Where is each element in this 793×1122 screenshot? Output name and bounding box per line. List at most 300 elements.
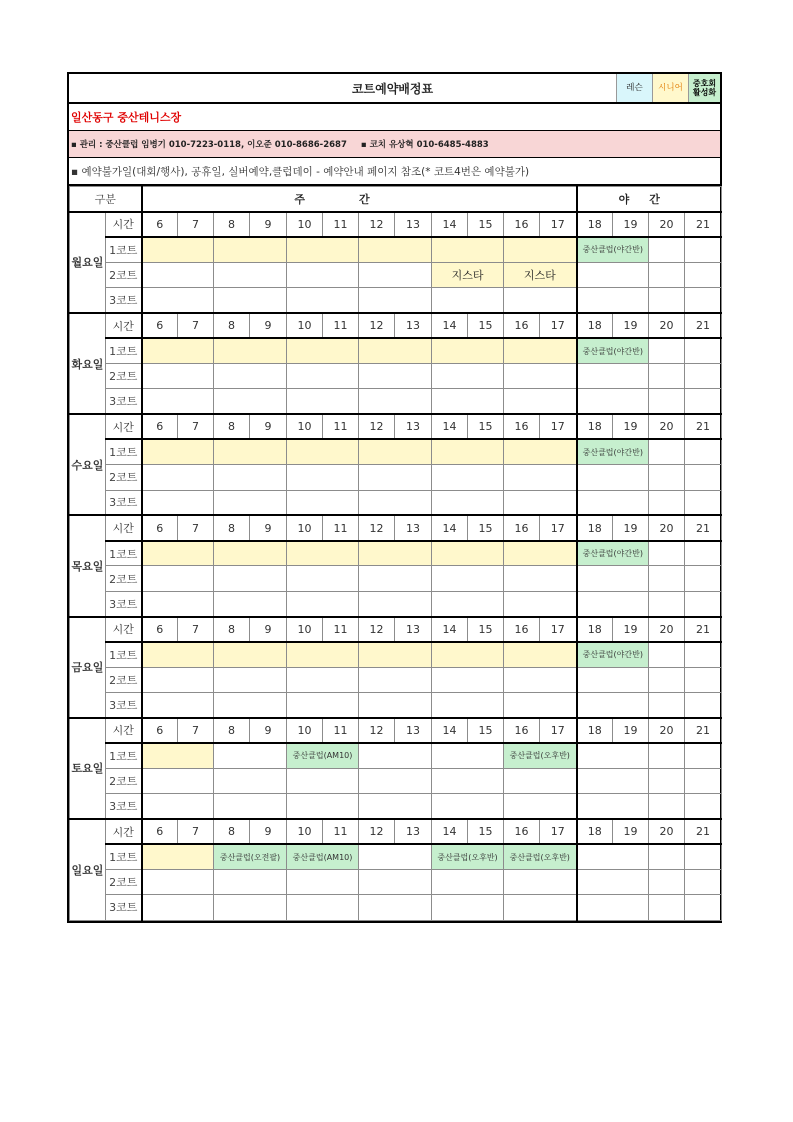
slot-cell[interactable]: [432, 439, 504, 464]
hour-cell: 15: [468, 617, 504, 642]
court-row: [70, 338, 722, 363]
slot-cell[interactable]: [649, 465, 685, 490]
hour-cell: 8: [214, 515, 250, 540]
time-label: 시간: [106, 414, 142, 439]
hour-cell: 19: [613, 718, 649, 743]
hour-cell: 11: [323, 819, 359, 844]
slot-cell[interactable]: [577, 364, 649, 389]
reservation-block[interactable]: 지스타: [432, 262, 504, 287]
slot-cell[interactable]: [649, 262, 685, 287]
header-night-time: 야간: [577, 187, 722, 212]
slot-cell[interactable]: [685, 364, 722, 389]
slot-cell[interactable]: [142, 237, 214, 262]
court-label: 3코트: [106, 490, 142, 515]
court-row: [70, 566, 722, 591]
hour-cell: 14: [432, 212, 468, 237]
slot-cell[interactable]: [142, 541, 214, 566]
slot-cell[interactable]: [287, 237, 359, 262]
slot-cell[interactable]: [214, 439, 287, 464]
slot-cell[interactable]: [214, 566, 287, 591]
court-label: 1코트: [106, 541, 142, 566]
hour-cell: 18: [577, 414, 613, 439]
slot-cell[interactable]: [432, 465, 504, 490]
slot-cell[interactable]: [142, 338, 214, 363]
slot-cell[interactable]: [359, 439, 432, 464]
hour-cell: 18: [577, 617, 613, 642]
slot-cell[interactable]: [649, 870, 685, 895]
hour-cell: 15: [468, 414, 504, 439]
slot-cell[interactable]: [287, 692, 359, 717]
slot-cell[interactable]: [359, 895, 432, 920]
time-row: [70, 515, 722, 540]
slot-cell[interactable]: [649, 692, 685, 717]
slot-cell[interactable]: [142, 844, 214, 869]
court-label: 3코트: [106, 794, 142, 819]
slot-cell[interactable]: [359, 338, 432, 363]
slot-cell[interactable]: [432, 541, 504, 566]
hour-cell: 15: [468, 313, 504, 338]
hour-cell: 17: [540, 212, 577, 237]
slot-cell[interactable]: [287, 338, 359, 363]
court-label: 2코트: [106, 566, 142, 591]
slot-cell[interactable]: [287, 364, 359, 389]
slot-cell[interactable]: [359, 692, 432, 717]
reservation-block[interactable]: 중산클럽(AM10): [287, 844, 359, 869]
slot-cell[interactable]: [504, 591, 577, 616]
manager-row: [69, 131, 720, 158]
slot-cell[interactable]: [142, 692, 214, 717]
court-label: 2코트: [106, 870, 142, 895]
slot-cell[interactable]: [504, 667, 577, 692]
slot-cell[interactable]: [649, 566, 685, 591]
reservation-block[interactable]: 중산클럽(야간반): [577, 439, 649, 464]
hour-cell: 11: [323, 515, 359, 540]
court-row: [70, 642, 722, 667]
slot-cell[interactable]: [577, 743, 649, 768]
reservation-block[interactable]: 중산클럽(야간반): [577, 541, 649, 566]
slot-cell[interactable]: [287, 642, 359, 667]
hour-cell: 11: [323, 212, 359, 237]
hour-cell: 10: [287, 718, 323, 743]
hour-cell: 20: [649, 515, 685, 540]
slot-cell[interactable]: [649, 439, 685, 464]
court-row: [70, 237, 722, 262]
slot-cell[interactable]: [685, 870, 722, 895]
slot-cell[interactable]: [287, 389, 359, 414]
hour-cell: 6: [142, 819, 178, 844]
court-row: [70, 389, 722, 414]
time-row: [70, 819, 722, 844]
hour-cell: 8: [214, 718, 250, 743]
hour-cell: 9: [250, 819, 287, 844]
reservation-block[interactable]: 중산클럽(야간반): [577, 237, 649, 262]
slot-cell[interactable]: [287, 465, 359, 490]
hour-cell: 14: [432, 617, 468, 642]
slot-cell[interactable]: [432, 794, 504, 819]
slot-cell[interactable]: [685, 591, 722, 616]
hour-cell: 6: [142, 617, 178, 642]
slot-cell[interactable]: [504, 768, 577, 793]
slot-cell[interactable]: [359, 541, 432, 566]
slot-cell[interactable]: [649, 338, 685, 363]
slot-cell[interactable]: [504, 895, 577, 920]
slot-cell[interactable]: [685, 439, 722, 464]
time-row: [70, 313, 722, 338]
slot-cell[interactable]: [577, 794, 649, 819]
slot-cell[interactable]: [649, 237, 685, 262]
slot-cell[interactable]: [287, 667, 359, 692]
hour-cell: 21: [685, 819, 722, 844]
slot-cell[interactable]: [214, 262, 287, 287]
slot-cell[interactable]: [432, 338, 504, 363]
hour-cell: 20: [649, 819, 685, 844]
time-label: 시간: [106, 313, 142, 338]
slot-cell[interactable]: [359, 794, 432, 819]
slot-cell[interactable]: [142, 389, 214, 414]
day-label: 수요일: [70, 414, 106, 515]
hour-cell: 16: [504, 313, 540, 338]
court-label: 2코트: [106, 667, 142, 692]
slot-cell[interactable]: [214, 692, 287, 717]
slot-cell[interactable]: [214, 768, 287, 793]
slot-cell[interactable]: [504, 692, 577, 717]
slot-cell[interactable]: [142, 794, 214, 819]
slot-cell[interactable]: [142, 667, 214, 692]
slot-cell[interactable]: [432, 389, 504, 414]
slot-cell[interactable]: [142, 465, 214, 490]
time-label: 시간: [106, 718, 142, 743]
court-row: [70, 262, 722, 287]
reservation-block[interactable]: 중산클럽(야간반): [577, 338, 649, 363]
slot-cell[interactable]: [504, 237, 577, 262]
slot-cell[interactable]: [214, 642, 287, 667]
slot-cell[interactable]: [685, 667, 722, 692]
hour-cell: 20: [649, 617, 685, 642]
reservation-block[interactable]: 중산클럽(오전팔): [214, 844, 287, 869]
slot-cell[interactable]: [649, 591, 685, 616]
hour-cell: 13: [395, 617, 432, 642]
slot-cell[interactable]: [359, 389, 432, 414]
court-row: [70, 895, 722, 920]
slot-cell[interactable]: [142, 566, 214, 591]
hour-cell: 13: [395, 819, 432, 844]
reservation-block[interactable]: 지스타: [504, 262, 577, 287]
hour-cell: 9: [250, 617, 287, 642]
slot-cell[interactable]: [287, 591, 359, 616]
slot-cell[interactable]: [504, 288, 577, 313]
hour-cell: 18: [577, 819, 613, 844]
time-label: 시간: [106, 212, 142, 237]
slot-cell[interactable]: [432, 768, 504, 793]
slot-cell[interactable]: [685, 490, 722, 515]
slot-cell[interactable]: [649, 844, 685, 869]
hour-cell: 21: [685, 515, 722, 540]
slot-cell[interactable]: [214, 338, 287, 363]
slot-cell[interactable]: [287, 490, 359, 515]
hour-cell: 12: [359, 617, 395, 642]
slot-cell[interactable]: [685, 389, 722, 414]
court-label: 1코트: [106, 743, 142, 768]
slot-cell[interactable]: [287, 439, 359, 464]
slot-cell[interactable]: [504, 439, 577, 464]
legend-lesson: 레슨: [616, 74, 652, 102]
hour-cell: 20: [649, 718, 685, 743]
slot-cell[interactable]: [504, 465, 577, 490]
hour-cell: 11: [323, 617, 359, 642]
hour-cell: 15: [468, 515, 504, 540]
slot-cell[interactable]: [142, 364, 214, 389]
reservation-block[interactable]: 중산클럽(오후반): [432, 844, 504, 869]
slot-cell[interactable]: [214, 667, 287, 692]
hour-cell: 9: [250, 212, 287, 237]
slot-cell[interactable]: [685, 262, 722, 287]
hour-cell: 10: [287, 212, 323, 237]
slot-cell[interactable]: [142, 642, 214, 667]
slot-cell[interactable]: [577, 591, 649, 616]
hour-cell: 7: [178, 515, 214, 540]
slot-cell[interactable]: [432, 692, 504, 717]
slot-cell[interactable]: [685, 794, 722, 819]
slot-cell[interactable]: [142, 288, 214, 313]
slot-cell[interactable]: [577, 870, 649, 895]
slot-cell[interactable]: [359, 465, 432, 490]
slot-cell[interactable]: [287, 768, 359, 793]
slot-cell[interactable]: [504, 642, 577, 667]
hour-cell: 21: [685, 617, 722, 642]
reservation-block[interactable]: 중산클럽(오후반): [504, 743, 577, 768]
slot-cell[interactable]: [287, 794, 359, 819]
hour-cell: 11: [323, 313, 359, 338]
slot-cell[interactable]: [432, 870, 504, 895]
reservation-sheet: [67, 72, 722, 923]
slot-cell[interactable]: [504, 870, 577, 895]
slot-cell[interactable]: [649, 288, 685, 313]
hour-cell: 13: [395, 414, 432, 439]
time-row: [70, 414, 722, 439]
page-title: 코트예약배정표: [351, 81, 434, 96]
slot-cell[interactable]: [359, 768, 432, 793]
time-row: [70, 212, 722, 237]
slot-cell[interactable]: [214, 870, 287, 895]
slot-cell[interactable]: [685, 541, 722, 566]
slot-cell[interactable]: [685, 566, 722, 591]
court-row: [70, 692, 722, 717]
slot-cell[interactable]: [359, 870, 432, 895]
hour-cell: 14: [432, 515, 468, 540]
slot-cell[interactable]: [649, 768, 685, 793]
slot-cell[interactable]: [577, 667, 649, 692]
slot-cell[interactable]: [504, 490, 577, 515]
slot-cell[interactable]: [504, 389, 577, 414]
hour-cell: 19: [613, 617, 649, 642]
slot-cell[interactable]: [287, 262, 359, 287]
slot-cell[interactable]: [214, 794, 287, 819]
slot-cell[interactable]: [432, 364, 504, 389]
slot-cell[interactable]: [287, 288, 359, 313]
slot-cell[interactable]: [359, 566, 432, 591]
slot-cell[interactable]: [685, 288, 722, 313]
slot-cell[interactable]: [649, 794, 685, 819]
day-label: 토요일: [70, 718, 106, 819]
hour-cell: 17: [540, 414, 577, 439]
slot-cell[interactable]: [214, 490, 287, 515]
court-label: 1코트: [106, 642, 142, 667]
hour-cell: 7: [178, 718, 214, 743]
slot-cell[interactable]: [504, 364, 577, 389]
slot-cell[interactable]: [214, 895, 287, 920]
slot-cell[interactable]: [577, 844, 649, 869]
hour-cell: 15: [468, 212, 504, 237]
hour-cell: 20: [649, 212, 685, 237]
slot-cell[interactable]: [359, 844, 432, 869]
slot-cell[interactable]: [577, 262, 649, 287]
slot-cell[interactable]: [504, 566, 577, 591]
court-row: [70, 870, 722, 895]
slot-cell[interactable]: [504, 794, 577, 819]
slot-cell[interactable]: [142, 490, 214, 515]
slot-cell[interactable]: [142, 439, 214, 464]
court-row: [70, 844, 722, 869]
slot-cell[interactable]: [649, 743, 685, 768]
hour-cell: 9: [250, 313, 287, 338]
slot-cell[interactable]: [359, 490, 432, 515]
hour-cell: 13: [395, 515, 432, 540]
slot-cell[interactable]: [432, 490, 504, 515]
slot-cell[interactable]: [432, 642, 504, 667]
slot-cell[interactable]: [142, 591, 214, 616]
slot-cell[interactable]: [649, 541, 685, 566]
slot-cell[interactable]: [685, 237, 722, 262]
slot-cell[interactable]: [214, 743, 287, 768]
slot-cell[interactable]: [432, 667, 504, 692]
slot-cell[interactable]: [577, 490, 649, 515]
slot-cell[interactable]: [359, 667, 432, 692]
slot-cell[interactable]: [504, 338, 577, 363]
slot-cell[interactable]: [685, 743, 722, 768]
slot-cell[interactable]: [577, 895, 649, 920]
slot-cell[interactable]: [577, 768, 649, 793]
slot-cell[interactable]: [142, 870, 214, 895]
slot-cell[interactable]: [685, 844, 722, 869]
slot-cell[interactable]: [577, 465, 649, 490]
slot-cell[interactable]: [577, 389, 649, 414]
court-row: [70, 465, 722, 490]
slot-cell[interactable]: [142, 262, 214, 287]
slot-cell[interactable]: [359, 262, 432, 287]
slot-cell[interactable]: [359, 743, 432, 768]
court-label: 2코트: [106, 364, 142, 389]
slot-cell[interactable]: [432, 591, 504, 616]
slot-cell[interactable]: [214, 465, 287, 490]
slot-cell[interactable]: [359, 364, 432, 389]
slot-cell[interactable]: [577, 566, 649, 591]
slot-cell[interactable]: [142, 768, 214, 793]
hour-cell: 12: [359, 718, 395, 743]
slot-cell[interactable]: [685, 642, 722, 667]
slot-cell[interactable]: [577, 288, 649, 313]
slot-cell[interactable]: [359, 237, 432, 262]
slot-cell[interactable]: [432, 743, 504, 768]
hour-cell: 21: [685, 313, 722, 338]
hour-cell: 13: [395, 313, 432, 338]
slot-cell[interactable]: [685, 338, 722, 363]
hour-cell: 12: [359, 819, 395, 844]
slot-cell[interactable]: [685, 895, 722, 920]
slot-cell[interactable]: [685, 768, 722, 793]
hour-cell: 18: [577, 212, 613, 237]
slot-cell[interactable]: [432, 288, 504, 313]
slot-cell[interactable]: [214, 364, 287, 389]
slot-cell[interactable]: [142, 895, 214, 920]
slot-cell[interactable]: [432, 237, 504, 262]
slot-cell[interactable]: [287, 566, 359, 591]
legend-club-line1: 중호회: [692, 79, 717, 88]
slot-cell[interactable]: [432, 895, 504, 920]
slot-cell[interactable]: [287, 541, 359, 566]
hour-cell: 8: [214, 617, 250, 642]
slot-cell[interactable]: [359, 642, 432, 667]
reservation-block[interactable]: 중산클럽(야간반): [577, 642, 649, 667]
hour-cell: 8: [214, 313, 250, 338]
slot-cell[interactable]: [649, 895, 685, 920]
slot-cell[interactable]: [287, 870, 359, 895]
hour-cell: 10: [287, 617, 323, 642]
slot-cell[interactable]: [142, 743, 214, 768]
slot-cell[interactable]: [504, 541, 577, 566]
legend-senior: 시니어: [652, 74, 688, 102]
slot-cell[interactable]: [359, 288, 432, 313]
reservation-block[interactable]: 중산클럽(AM10): [287, 743, 359, 768]
slot-cell[interactable]: [359, 591, 432, 616]
slot-cell[interactable]: [649, 642, 685, 667]
slot-cell[interactable]: [432, 566, 504, 591]
court-label: 3코트: [106, 895, 142, 920]
court-row: [70, 591, 722, 616]
court-label: 2코트: [106, 465, 142, 490]
court-label: 1코트: [106, 844, 142, 869]
header-row: [70, 187, 722, 212]
hour-cell: 12: [359, 515, 395, 540]
reservation-block[interactable]: 중산클럽(오후반): [504, 844, 577, 869]
legend: [616, 74, 720, 102]
court-label: 3코트: [106, 389, 142, 414]
slot-cell[interactable]: [287, 895, 359, 920]
slot-cell[interactable]: [214, 288, 287, 313]
manager-contact: ▪ 관리 : 중산클럽 임병기 010-7223-0118, 이오준 010-8686-2687: [71, 140, 347, 150]
slot-cell[interactable]: [214, 541, 287, 566]
court-row: [70, 490, 722, 515]
hour-cell: 16: [504, 819, 540, 844]
time-label: 시간: [106, 617, 142, 642]
hour-cell: 10: [287, 819, 323, 844]
slot-cell[interactable]: [649, 490, 685, 515]
slot-cell[interactable]: [214, 591, 287, 616]
hour-cell: 14: [432, 313, 468, 338]
slot-cell[interactable]: [214, 237, 287, 262]
slot-cell[interactable]: [649, 364, 685, 389]
time-row: [70, 617, 722, 642]
time-label: 시간: [106, 819, 142, 844]
hour-cell: 16: [504, 414, 540, 439]
slot-cell[interactable]: [214, 389, 287, 414]
slot-cell[interactable]: [649, 667, 685, 692]
slot-cell[interactable]: [649, 389, 685, 414]
slot-cell[interactable]: [685, 692, 722, 717]
hour-cell: 17: [540, 617, 577, 642]
slot-cell[interactable]: [685, 465, 722, 490]
slot-cell[interactable]: [577, 692, 649, 717]
hour-cell: 7: [178, 819, 214, 844]
